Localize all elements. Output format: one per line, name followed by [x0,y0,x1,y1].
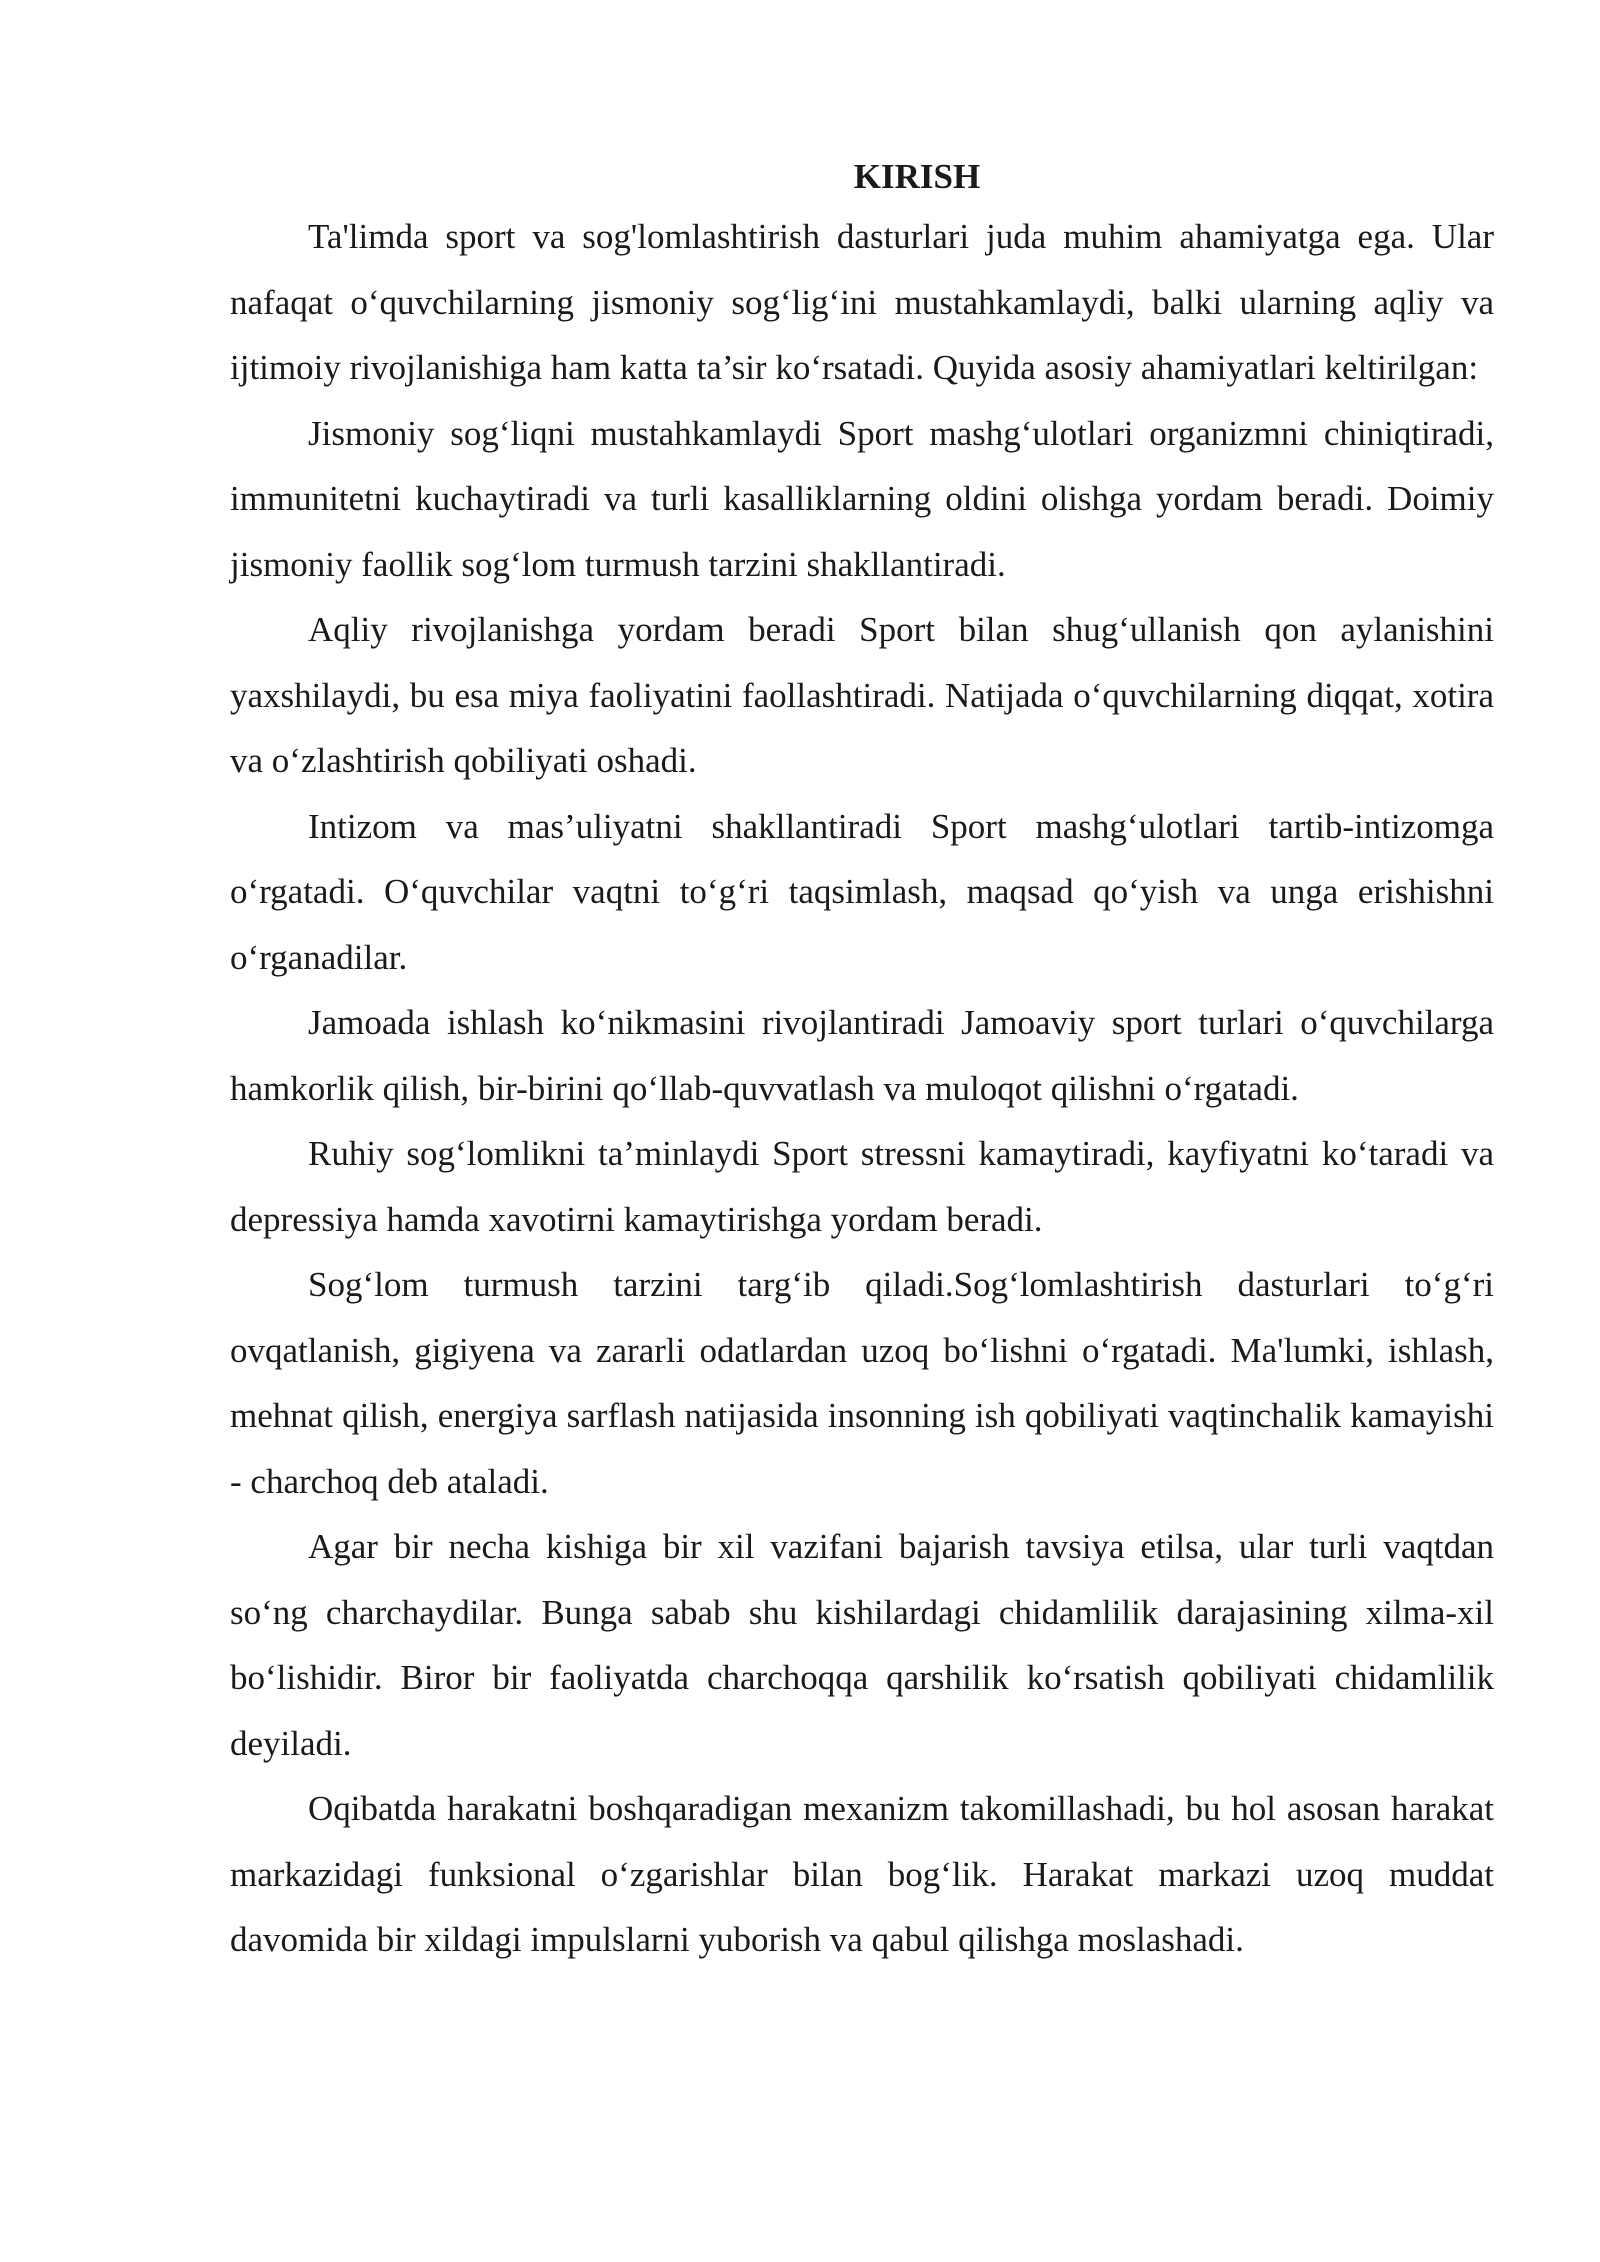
paragraph-motor-control: Oqibatda harakatni boshqaradigan mexanizm takomillashadi, bu hol asosan harakat markazidagi funksional o‘zgarishlar bilan bog‘lik. Harakat markazi uzoq muddat davomida bir xildagi impulslarni yuborish va qabul qilishga moslashadi. [230,1789,1494,1959]
document-page [230,150,1494,1973]
paragraph-healthy-lifestyle: Sog‘lom turmush tarzini targ‘ib qiladi.Sog‘lomlashtirish dasturlari to‘g‘ri ovqatlanish, gigiyena va zararli odatlardan uzoq bo‘lishni o‘rgatadi. Ma'lumki, ishlash, mehnat qilish, energiya sarflash natijasida insonning ish qobiliyati vaqtinchalik kamayishi - charchoq deb ataladi. [230,1265,1494,1501]
paragraph-discipline: Intizom va mas’uliyatni shakllantiradi Sport mashg‘ulotlari tartib-intizomga o‘rgatadi. O‘quvchilar vaqtni to‘g‘ri taqsimlash, maqsad qo‘yish va unga erishishni o‘rganadilar. [230,806,1494,977]
paragraph-endurance: Agar bir necha kishiga bir xil vazifani bajarish tavsiya etilsa, ular turli vaqtdan so‘ng charchaydilar. Bunga sabab shu kishilardagi chidamlilik darajasining xilma-xil bo‘lishidir. Biror bir faoliyatda charchoqqa qarshilik ko‘rsatish qobiliyati chidamlilik deyiladi. [230,1527,1494,1763]
paragraph-physical-health: Jismoniy sog‘liqni mustahkamlaydi Sport mashg‘ulotlari organizmni chiniqtiradi, immunitetni kuchaytiradi va turli kasalliklarning oldini olishga yordam beradi. Doimiy jismoniy faollik sog‘lom turmush tarzini shakllantiradi. [230,413,1494,584]
paragraph-psychological-health: Ruhiy sog‘lomlikni ta’minlaydi Sport stressni kamaytiradi, kayfiyatni ko‘taradi va depressiya hamda xavotirni kamaytirishga yordam beradi. [230,1134,1494,1239]
paragraph-teamwork: Jamoada ishlash ko‘nikmasini rivojlantiradi Jamoaviy sport turlari o‘quvchilarga hamkorlik qilish, bir-birini qo‘llab-quvvatlash va muloqot qilishni o‘rgatadi. [230,1003,1494,1108]
document-title: KIRISH [853,157,981,196]
paragraph-mental-development: Aqliy rivojlanishga yordam beradi Sport bilan shug‘ullanish qon aylanishini yaxshilaydi, bu esa miya faoliyatini faollashtiradi. Natijada o‘quvchilarning diqqat, xotira va o‘zlashtirish qobiliyati oshadi. [230,610,1494,780]
paragraph-intro: Ta'limda sport va sog'lomlashtirish dasturlari juda muhim ahamiyatga ega. Ular nafaqat o‘quvchilarning jismoniy sog‘lig‘ini mustahkamlaydi, balki ularning aqliy va ijtimoiy rivojlanishiga ham katta ta’sir ko‘rsatadi. Quyida asosiy ahamiyatlari keltirilgan: [230,217,1494,387]
